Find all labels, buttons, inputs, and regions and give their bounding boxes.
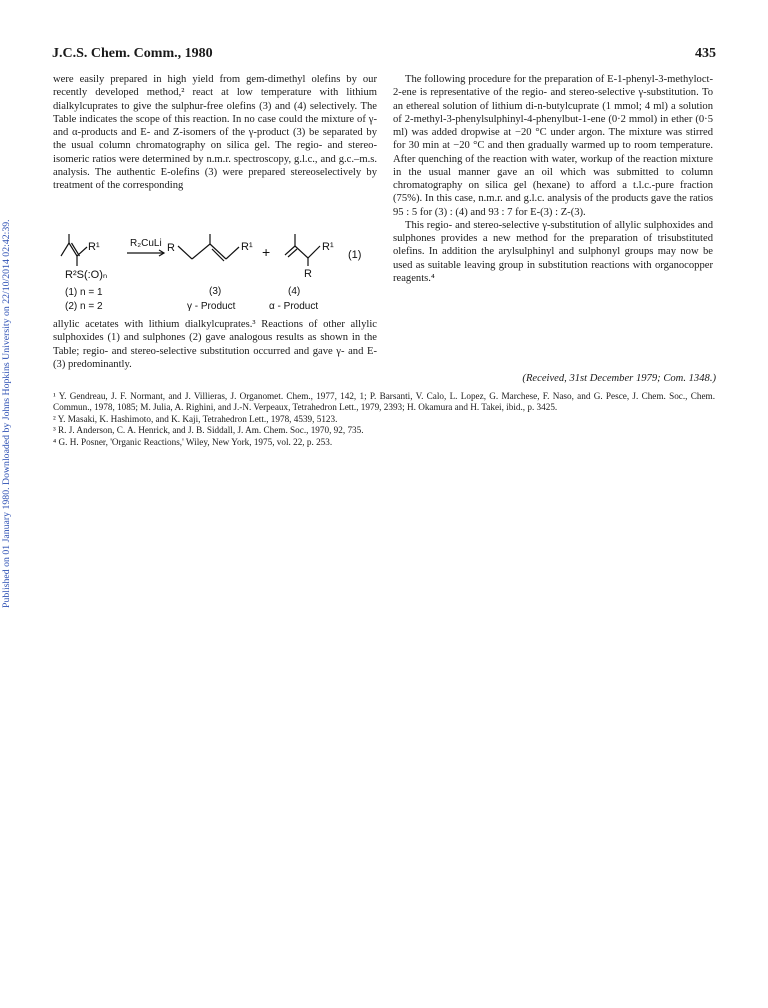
scheme-label-3: (3): [209, 286, 222, 297]
scheme-r-product4: R: [304, 268, 312, 280]
received-note: (Received, 31st December 1979; Com. 1348.): [522, 373, 716, 384]
scheme-compound-1: (1) n = 1: [65, 287, 103, 298]
scheme-r-product3: R: [167, 242, 175, 254]
left-column-continued: [53, 318, 377, 371]
references: [53, 391, 715, 448]
scheme-compound-2: (2) n = 2: [65, 301, 103, 312]
scheme-r1-product4: R¹: [322, 241, 334, 253]
right-paragraph-2: This regio- and stereo-selective γ-substitution of allylic sulphoxides and sulphones provides a new method for the preparation of trisubstituted olefins. In addition the arylsulphinyl and sulphonyl groups may now be used as suitable leaving group in substitution reactions with organocopper reagents.⁴: [393, 219, 713, 284]
scheme-r1-start: R¹: [88, 241, 100, 253]
reference-1: ¹ Y. Gendreau, J. F. Normant, and J. Villieras, J. Organomet. Chem., 1977, 142, 1; P. Barsanti, V. Calo, L. Lopez, G. Marchese, F. Naso, and G. Pesce, J. Chem. Soc., Chem. Commun., 1978, 1085; M. Julia, A. Righini, and J.-N. Verpeaux, Tetrahedron Lett., 1979, 2393; H. Okamura and H. Takei, ibid., p. 3425.: [53, 391, 715, 413]
reference-4: ⁴ G. H. Posner, 'Organic Reactions,' Wiley, New York, 1975, vol. 22, p. 253.: [53, 436, 333, 447]
scheme-alpha-product: α - Product: [269, 301, 319, 312]
left-paragraph-1: were easily prepared in high yield from gem-dimethyl olefins by our recently developed method,² react at low temperature with lithium dialkylcuprates to give the sulphur-free olefins (3) and (4) selectively. The Table indicates the scope of this reaction. In no case could the mixture of γ- and α-products and E- and Z-isomers of the γ-product (3) be separated by the usual column chromatography on silica gel. The regio- and stereo-isomeric ratios were determined by n.m.r. spectroscopy, g.l.c., and g.c.–m.s. analysis. The authentic E-olefins (3) were prepared stereoselectively by treatment of the corresponding: [53, 74, 377, 191]
scheme-equation-number: (1): [348, 249, 362, 261]
scheme-gamma-product: γ - Product: [187, 301, 236, 312]
reaction-scheme-drawing: [56, 233, 376, 319]
reference-3: ³ R. J. Anderson, C. A. Henrick, and J. B. Siddall, J. Am. Chem. Soc., 1970, 92, 735.: [53, 425, 364, 436]
left-column: [53, 73, 377, 192]
download-notice[interactable]: Published on 01 January 1980. Downloaded by Johns Hopkins University on 22/10/2014 02:42:39.: [1, 219, 12, 608]
scheme-r1-product3: R¹: [241, 241, 253, 253]
reference-2: ² Y. Masaki, K. Hashimoto, and K. Kaji, Tetrahedron Lett., 1978, 4539, 5123.: [53, 413, 338, 424]
right-column: [393, 73, 713, 285]
reaction-scheme: [56, 233, 376, 319]
scheme-label-4: (4): [288, 286, 301, 297]
left-paragraph-2: allylic acetates with lithium dialkylcuprates.³ Reactions of other allylic sulphoxides (1) and sulphones (2) gave analogous results as shown in the Table; regio- and stereo-selective substitution occurred and gave γ- and E-(3) predominantly.: [53, 319, 377, 370]
scheme-reagent: R₂CuLi: [130, 238, 162, 249]
scheme-sulphur-group: R²S(:O)ₙ: [65, 269, 108, 281]
page-number: 435: [695, 46, 716, 61]
journal-title: J.C.S. Chem. Comm., 1980: [52, 46, 213, 61]
right-paragraph-1: The following procedure for the preparation of E-1-phenyl-3-methyloct-2-ene is representative of the regio- and stereo-selective γ-substitution. To an ethereal solution of lithium di-n-butylcuprate (1 mmol; 4 ml) a solution of 2-methyl-3-phenylsulphinyl-4-phenylbut-1-ene (0·2 mmol) in ether (0·5 ml) was added dropwise at −20 °C under argon. The mixture was stirred for 30 min at −20 °C and then gradually warmed up to room temperature. After quenching of the reaction with water, workup of the reaction mixture in the usual manner gave an oil which was submitted to column chromatography on silica gel (hexane) to afford a t.l.c.-pure fraction (75%). In this case, n.m.r. and g.l.c. analysis of the products gave the ratios 95 : 5 for (3) : (4) and 93 : 7 for E-(3) : Z-(3).: [393, 74, 713, 218]
scheme-plus: +: [262, 244, 271, 260]
page-header: [52, 46, 716, 64]
